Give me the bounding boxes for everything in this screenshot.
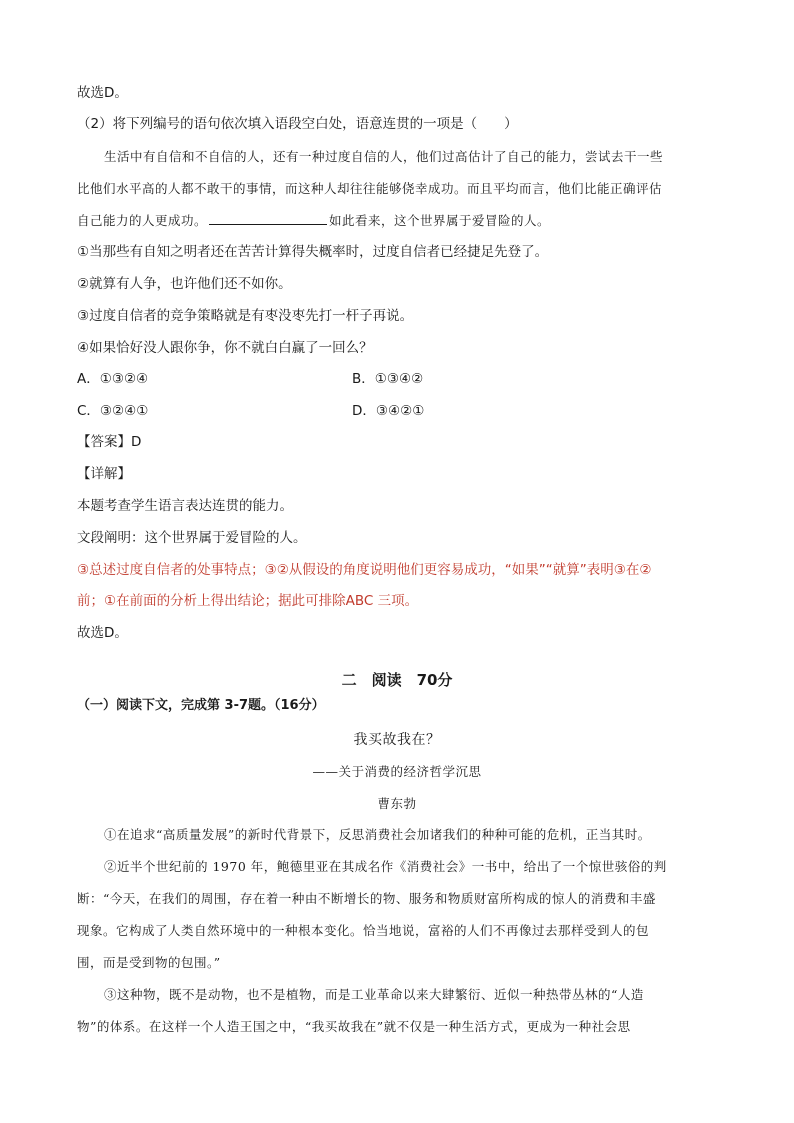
option-a: A．①③②④ (77, 371, 149, 387)
passage-line-3-end: 如此看来，这个世界属于爱冒险的人。 (329, 213, 551, 228)
passage-line-3 (77, 212, 550, 230)
answer: 【答案】D (77, 434, 142, 450)
paragraph-1: ①在追求“高质量发展”的新时代背景下，反思消费社会加诸我们的种种可能的危机，正当其时。 (104, 827, 651, 842)
passage-line-2: 比他们水平高的人都不敢干的事情，而这种人却往往能够侥幸成功。而且平均而言，他们比能正确评估 (77, 181, 663, 196)
paragraph-2-line-3: 现象。它构成了人类自然环境中的一种根本变化。恰当地说，富裕的人们不再像过去那样受到人的包 (77, 923, 650, 938)
section-subheading: （一）阅读下文，完成第 3-7题。（16分） (77, 698, 325, 713)
option-b: B．①③④② (352, 371, 424, 387)
detail-label: 【详解】 (77, 466, 131, 482)
sentence-1: ①当那些有自知之明者还在苦苦计算得失概率时，过度自信者已经捷足先登了。 (77, 244, 549, 260)
article-title: 我买故我在？ (353, 732, 441, 748)
section-heading: 二 阅读 70分 (341, 671, 453, 689)
passage-line-1: 生活中有自信和不自信的人，还有一种过度自信的人，他们过高估计了自己的能力，尝试去干一些 (104, 149, 664, 164)
paragraph-3-line-1: ③这种物，既不是动物，也不是植物，而是工业革命以来大肆繁衍、近似一种热带丛林的“人造 (104, 987, 644, 1002)
article-author: 曹东勃 (377, 796, 417, 811)
passage-line-3-start: 自己能力的人更成功。 (77, 213, 208, 228)
detail-line-2: 文段阐明：这个世界属于爱冒险的人。 (77, 530, 307, 546)
q1-conclusion: 故选D。 (77, 85, 128, 101)
option-c: C．③②④① (77, 403, 149, 419)
detail-line-3: ③总述过度自信者的处事特点；③②从假设的角度说明他们更容易成功，“如果”“就算”表明③在② (77, 562, 652, 578)
sentence-3: ③过度自信者的竞争策略就是有枣没枣先打一杆子再说。 (77, 308, 414, 324)
paragraph-2-line-2: 断：“今天，在我们的周围，存在着一种由不断增长的物、服务和物质财富所构成的惊人的消费和丰盛 (77, 891, 656, 906)
q2-conclusion: 故选D。 (77, 625, 128, 641)
option-d: D．③④②① (352, 403, 425, 419)
paragraph-3-line-2: 物”的体系。在这样一个人造王国之中，“我买故我在”就不仅是一种生活方式，更成为一种社会思 (77, 1019, 631, 1034)
sentence-2: ②就算有人争，也许他们还不如你。 (77, 276, 292, 292)
question-2-prompt: （2）将下列编号的语句依次填入语段空白处，语意连贯的一项是（ ） (77, 116, 518, 132)
fill-blank (209, 212, 327, 225)
paragraph-2-line-1: ②近半个世纪前的 1970 年，鲍德里亚在其成名作《消费社会》一书中，给出了一个惊世骇俗的判 (104, 859, 667, 874)
paragraph-2-line-4: 围，而是受到物的包围。” (77, 955, 221, 970)
detail-line-4: 前；①在前面的分析上得出结论；据此可排除ABC 三项。 (77, 593, 419, 609)
detail-line-1: 本题考查学生语言表达连贯的能力。 (77, 498, 293, 514)
sentence-4: ④如果恰好没人跟你争，你不就白白赢了一回么？ (77, 340, 373, 356)
article-subtitle: ——关于消费的经济哲学沉思 (312, 764, 482, 779)
